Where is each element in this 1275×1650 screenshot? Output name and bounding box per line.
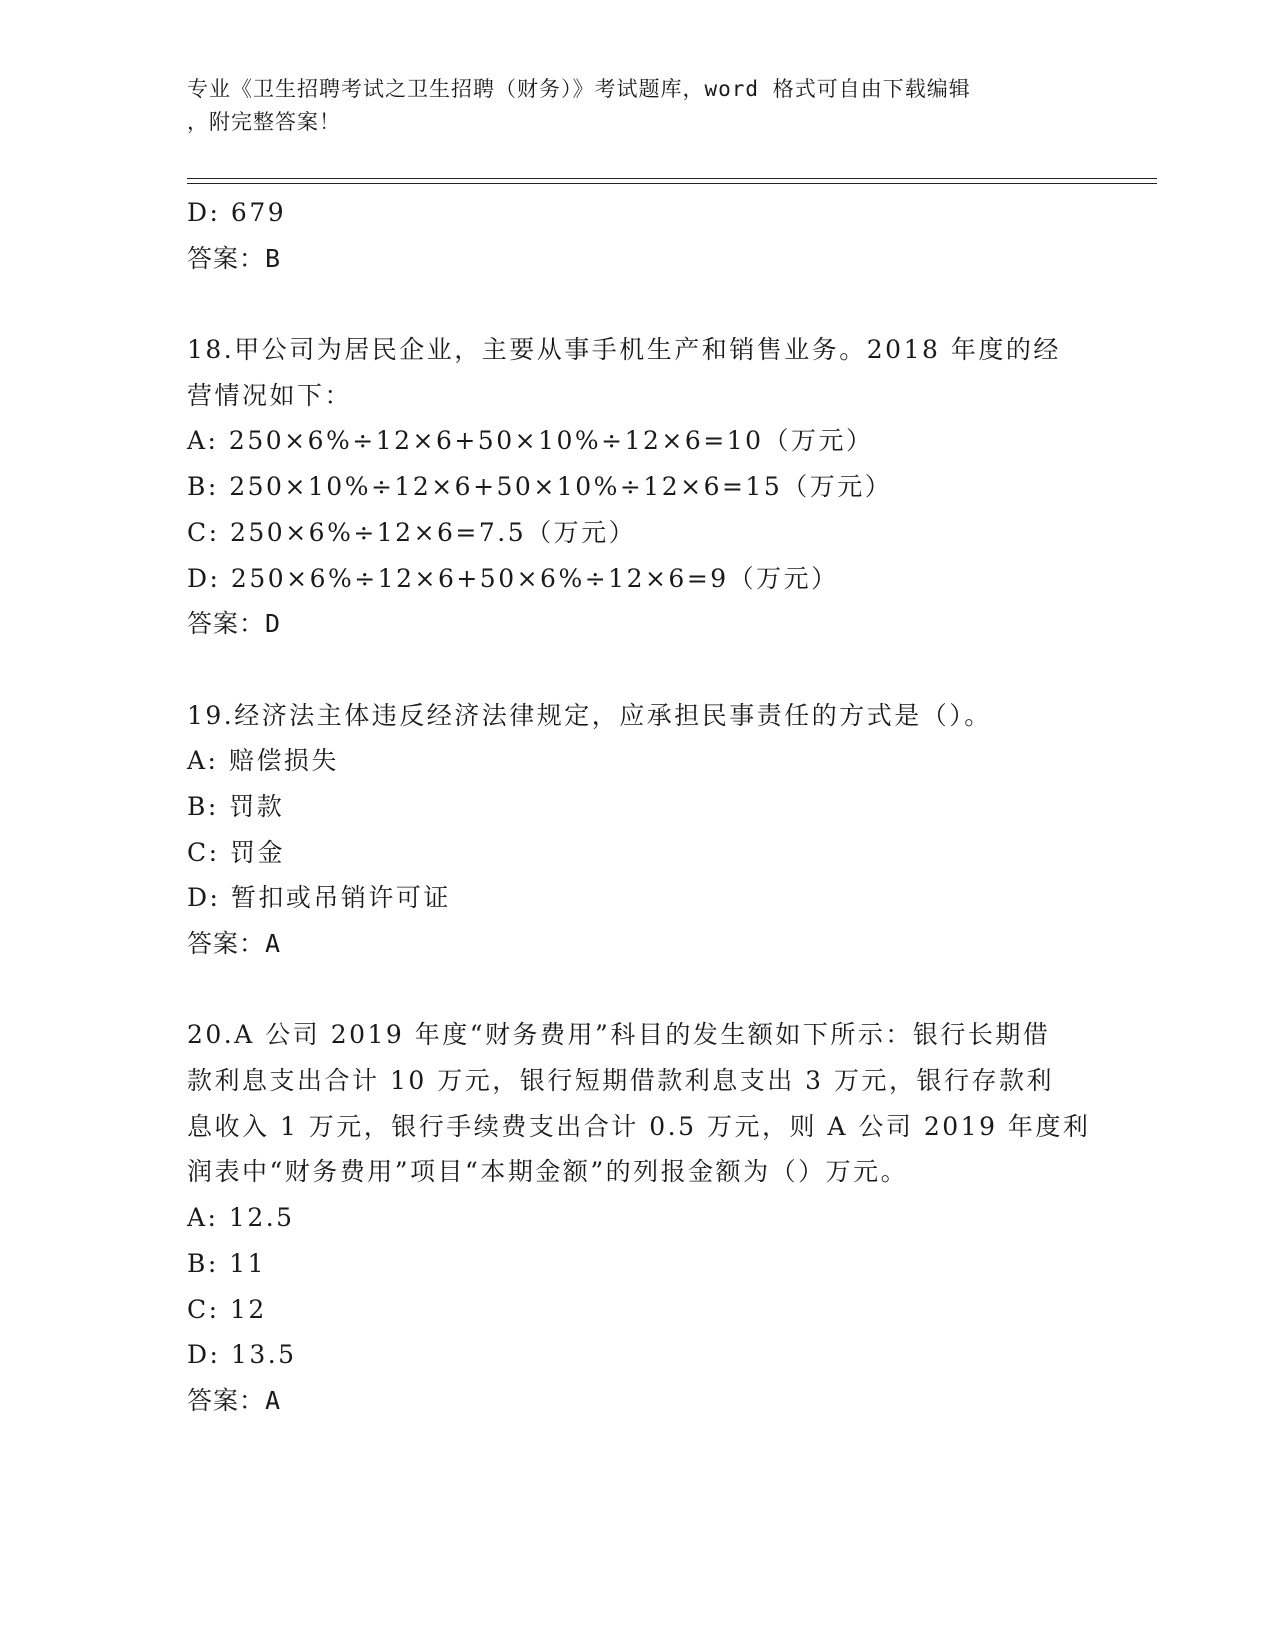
question-stem: 20.A 公司 2019 年度“财务费用”科目的发生额如下所示：银行长期借 bbox=[187, 1020, 1051, 1050]
answer: 答案：A bbox=[187, 1385, 282, 1415]
option-d: D: 暂扣或吊销许可证 bbox=[187, 883, 451, 913]
question-stem: 营情况如下： bbox=[187, 380, 353, 410]
question-stem: 18.甲公司为居民企业，主要从事手机生产和销售业务。2018 年度的经 bbox=[187, 335, 1061, 365]
option-d: D: 250×6%÷12×6+50×6%÷12×6=9（万元） bbox=[187, 563, 839, 593]
option-a: A: 赔偿损失 bbox=[187, 746, 339, 776]
question-stem: 款利息支出合计 10 万元，银行短期借款利息支出 3 万元，银行存款利 bbox=[187, 1066, 1055, 1096]
option-b: B: 11 bbox=[187, 1248, 267, 1278]
question-stem: 19.经济法主体违反经济法律规定，应承担民事责任的方式是（）。 bbox=[187, 700, 992, 730]
question-list bbox=[187, 190, 1091, 1424]
option-c: C: 12 bbox=[187, 1294, 267, 1324]
spacer bbox=[187, 281, 1087, 327]
header-divider-bottom bbox=[187, 183, 1157, 184]
answer: 答案：A bbox=[187, 929, 282, 958]
option-d: D: 13.5 bbox=[187, 1340, 297, 1370]
option-a: A: 250×6%÷12×6+50×10%÷12×6=10（万元） bbox=[187, 426, 874, 456]
answer: 答案：B bbox=[187, 243, 282, 273]
option-b: B: 罚款 bbox=[187, 791, 285, 821]
question-18 bbox=[187, 327, 1087, 647]
spacer bbox=[187, 647, 1087, 693]
previous-question bbox=[187, 190, 1087, 281]
header-divider-top bbox=[187, 178, 1157, 179]
question-20 bbox=[187, 1012, 1091, 1423]
option-c: C: 250×6%÷12×6=7.5（万元） bbox=[187, 517, 637, 547]
option-b: B: 250×10%÷12×6+50×10%÷12×6=15（万元） bbox=[187, 472, 893, 502]
spacer bbox=[187, 967, 1087, 1013]
answer: 答案：D bbox=[187, 609, 282, 639]
question-19 bbox=[187, 693, 1087, 967]
option-c: C: 罚金 bbox=[187, 837, 285, 867]
question-stem: 润表中“财务费用”项目“本期金额”的列报金额为（）万元。 bbox=[187, 1157, 909, 1187]
option-d: D: 679 bbox=[187, 198, 287, 227]
header-line-1: 专业《卫生招聘考试之卫生招聘（财务）》考试题库，word 格式可自由下载编辑 bbox=[187, 77, 971, 101]
header-line-2: ，附完整答案！ bbox=[187, 110, 341, 134]
option-a: A: 12.5 bbox=[187, 1203, 295, 1233]
question-stem: 息收入 1 万元，银行手续费支出合计 0.5 万元，则 A 公司 2019 年度利 bbox=[187, 1111, 1091, 1141]
document-header bbox=[187, 73, 1067, 139]
